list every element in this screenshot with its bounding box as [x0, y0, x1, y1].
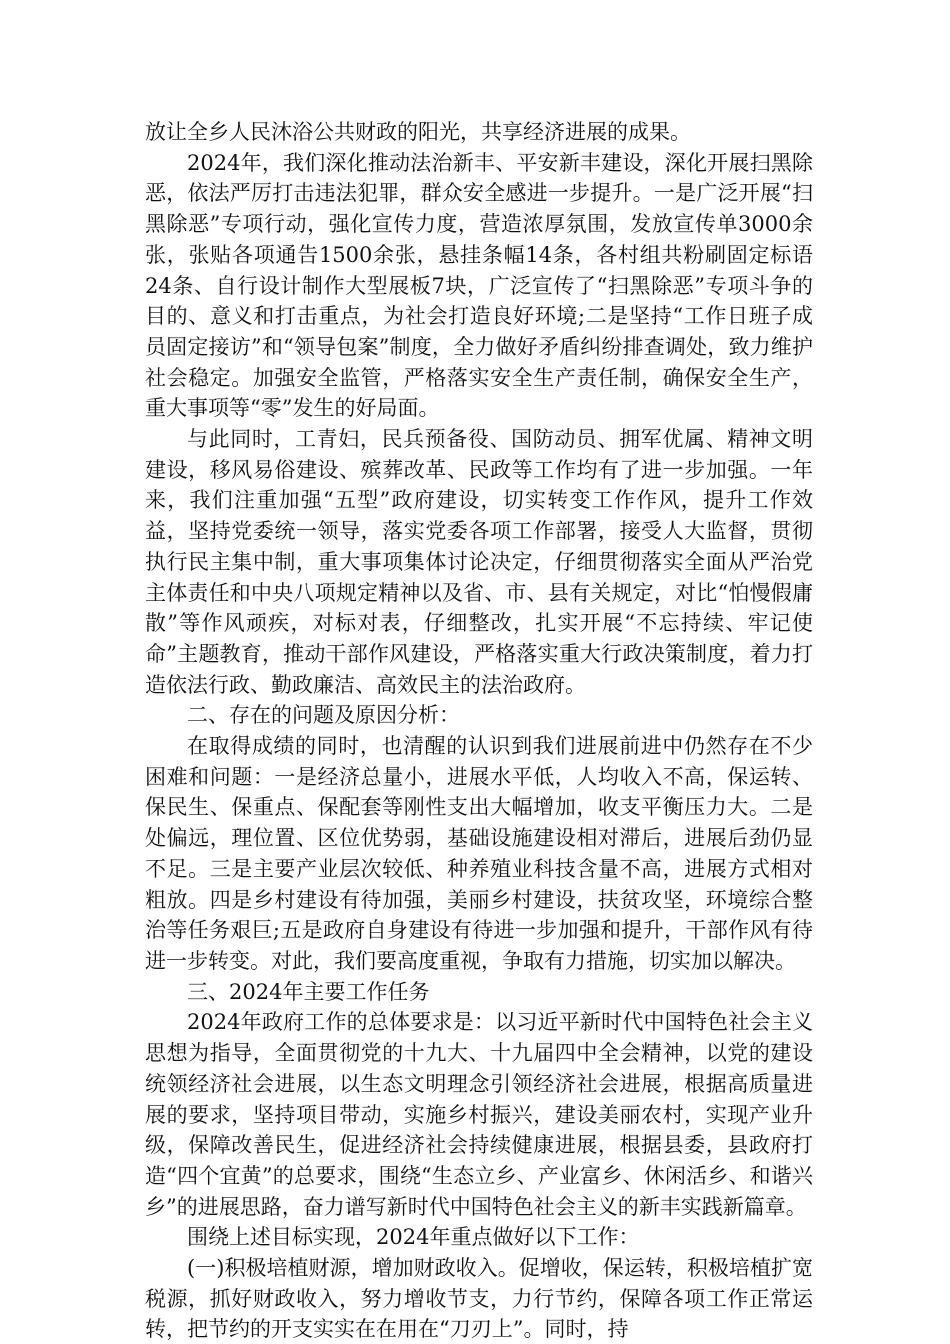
paragraph-problems: 在取得成绩的同时，也清醒的认识到我们进展前进中仍然存在不少困难和问题：一是经济总量小，进展水平低，人均收入不高，保运转、保民生、保重点、保配套等刚性支出大幅增加，收支平衡压力大。二是处偏远，理位置、区位优势弱，基础设施建设相对滞后，进展后劲仍显不足。三是主要产业层次较低、种养殖业科技含量不高，进展方式相对粗放。四是乡村建设有待加强，美丽乡村建设，扶贫攻坚，环境综合整治等任务艰巨;五是政府自身建设有待进一步加强和提升，干部作风有待进一步转变。对此，我们要高度重视，争取有力措施，切实加以解决。 — [145, 734, 813, 973]
paragraph-government-building: 与此同时，工青妇，民兵预备役、国防动员、拥军优属、精神文明建设，移风易俗建设、殡葬改革、民政等工作均有了进一步加强。一年来，我们注重加强“五型”政府建设，切实转变工作作风，提升工作效益，坚持党委统一领导，落实党委各项工作部署，接受人大监督，贯彻执行民主集中制，重大事项集体讨论决定，仔细贯彻落实全面从严治党主体责任和中央八项规定精神以及省、市、县有关规定，对比“怕慢假庸散”等作风顽疾，对标对表，仔细整改，扎实开展“不忘持续、牢记使命”主题教育，推动干部作风建设，严格落实重大行政决策制度，着力打造依法行政、勤政廉洁、高效民主的法治政府。 — [145, 427, 813, 697]
document-body — [145, 117, 813, 1344]
section-heading-problems: 二、存在的问题及原因分析： — [187, 703, 460, 728]
section-heading-tasks: 三、2024年主要工作任务 — [187, 979, 430, 1004]
paragraph-law-and-safety: 2024年，我们深化推动法治新丰、平安新丰建设，深化开展扫黑除恶，依法严厉打击违法犯罪，群众安全感进一步提升。一是广泛开展“扫黑除恶”专项行动，强化宣传力度，营造浓厚氛围，发放宣传单3000余张，张贴各项通告1500余张，悬挂条幅14条，各村组共粉刷固定标语24条、自行设计制作大型展板7块，广泛宣传了“扫黑除恶”专项斗争的目的、意义和打击重点，为社会打造良好环境;二是坚持“工作日班子成员固定接访”和“领导包案”制度，全力做好矛盾纠纷排查调处，致力维护社会稳定。加强安全监管，严格落实安全生产责任制，确保安全生产，重大事项等“零”发生的好局面。 — [145, 150, 813, 421]
paragraph-key-work-intro: 围绕上述目标实现，2024年重点做好以下工作： — [187, 1225, 640, 1250]
paragraph-continuation: 放让全乡人民沐浴公共财政的阳光，共享经济进展的成果。 — [145, 120, 691, 144]
paragraph-general-requirements: 2024年政府工作的总体要求是：以习近平新时代中国特色社会主义思想为指导，全面贯彻党的十九大、十九届四中全会精神，以党的建设统领经济社会进展，以生态文明理念引领经济社会进展，根据高质量进展的要求，坚持项目带动，实施乡村振兴，建设美丽农村，实现产业升级，保障改善民生，促进经济社会持续健康进展，根据县委，县政府打造“四个宜黄”的总要求，围绕“生态立乡、产业富乡、休闲活乡、和谐兴乡”的进展思路，奋力谱写新时代中国特色社会主义的新丰实践新篇章。 — [145, 1010, 813, 1219]
paragraph-finance: (一)积极培植财源，增加财政收入。促增收，保运转，积极培植扩宽税源，抓好财政收入，努力增收节支，力行节约，保障各项工作正常运转，把节约的开支实实在在用在“刀刃上”。同时，持 — [145, 1256, 813, 1342]
